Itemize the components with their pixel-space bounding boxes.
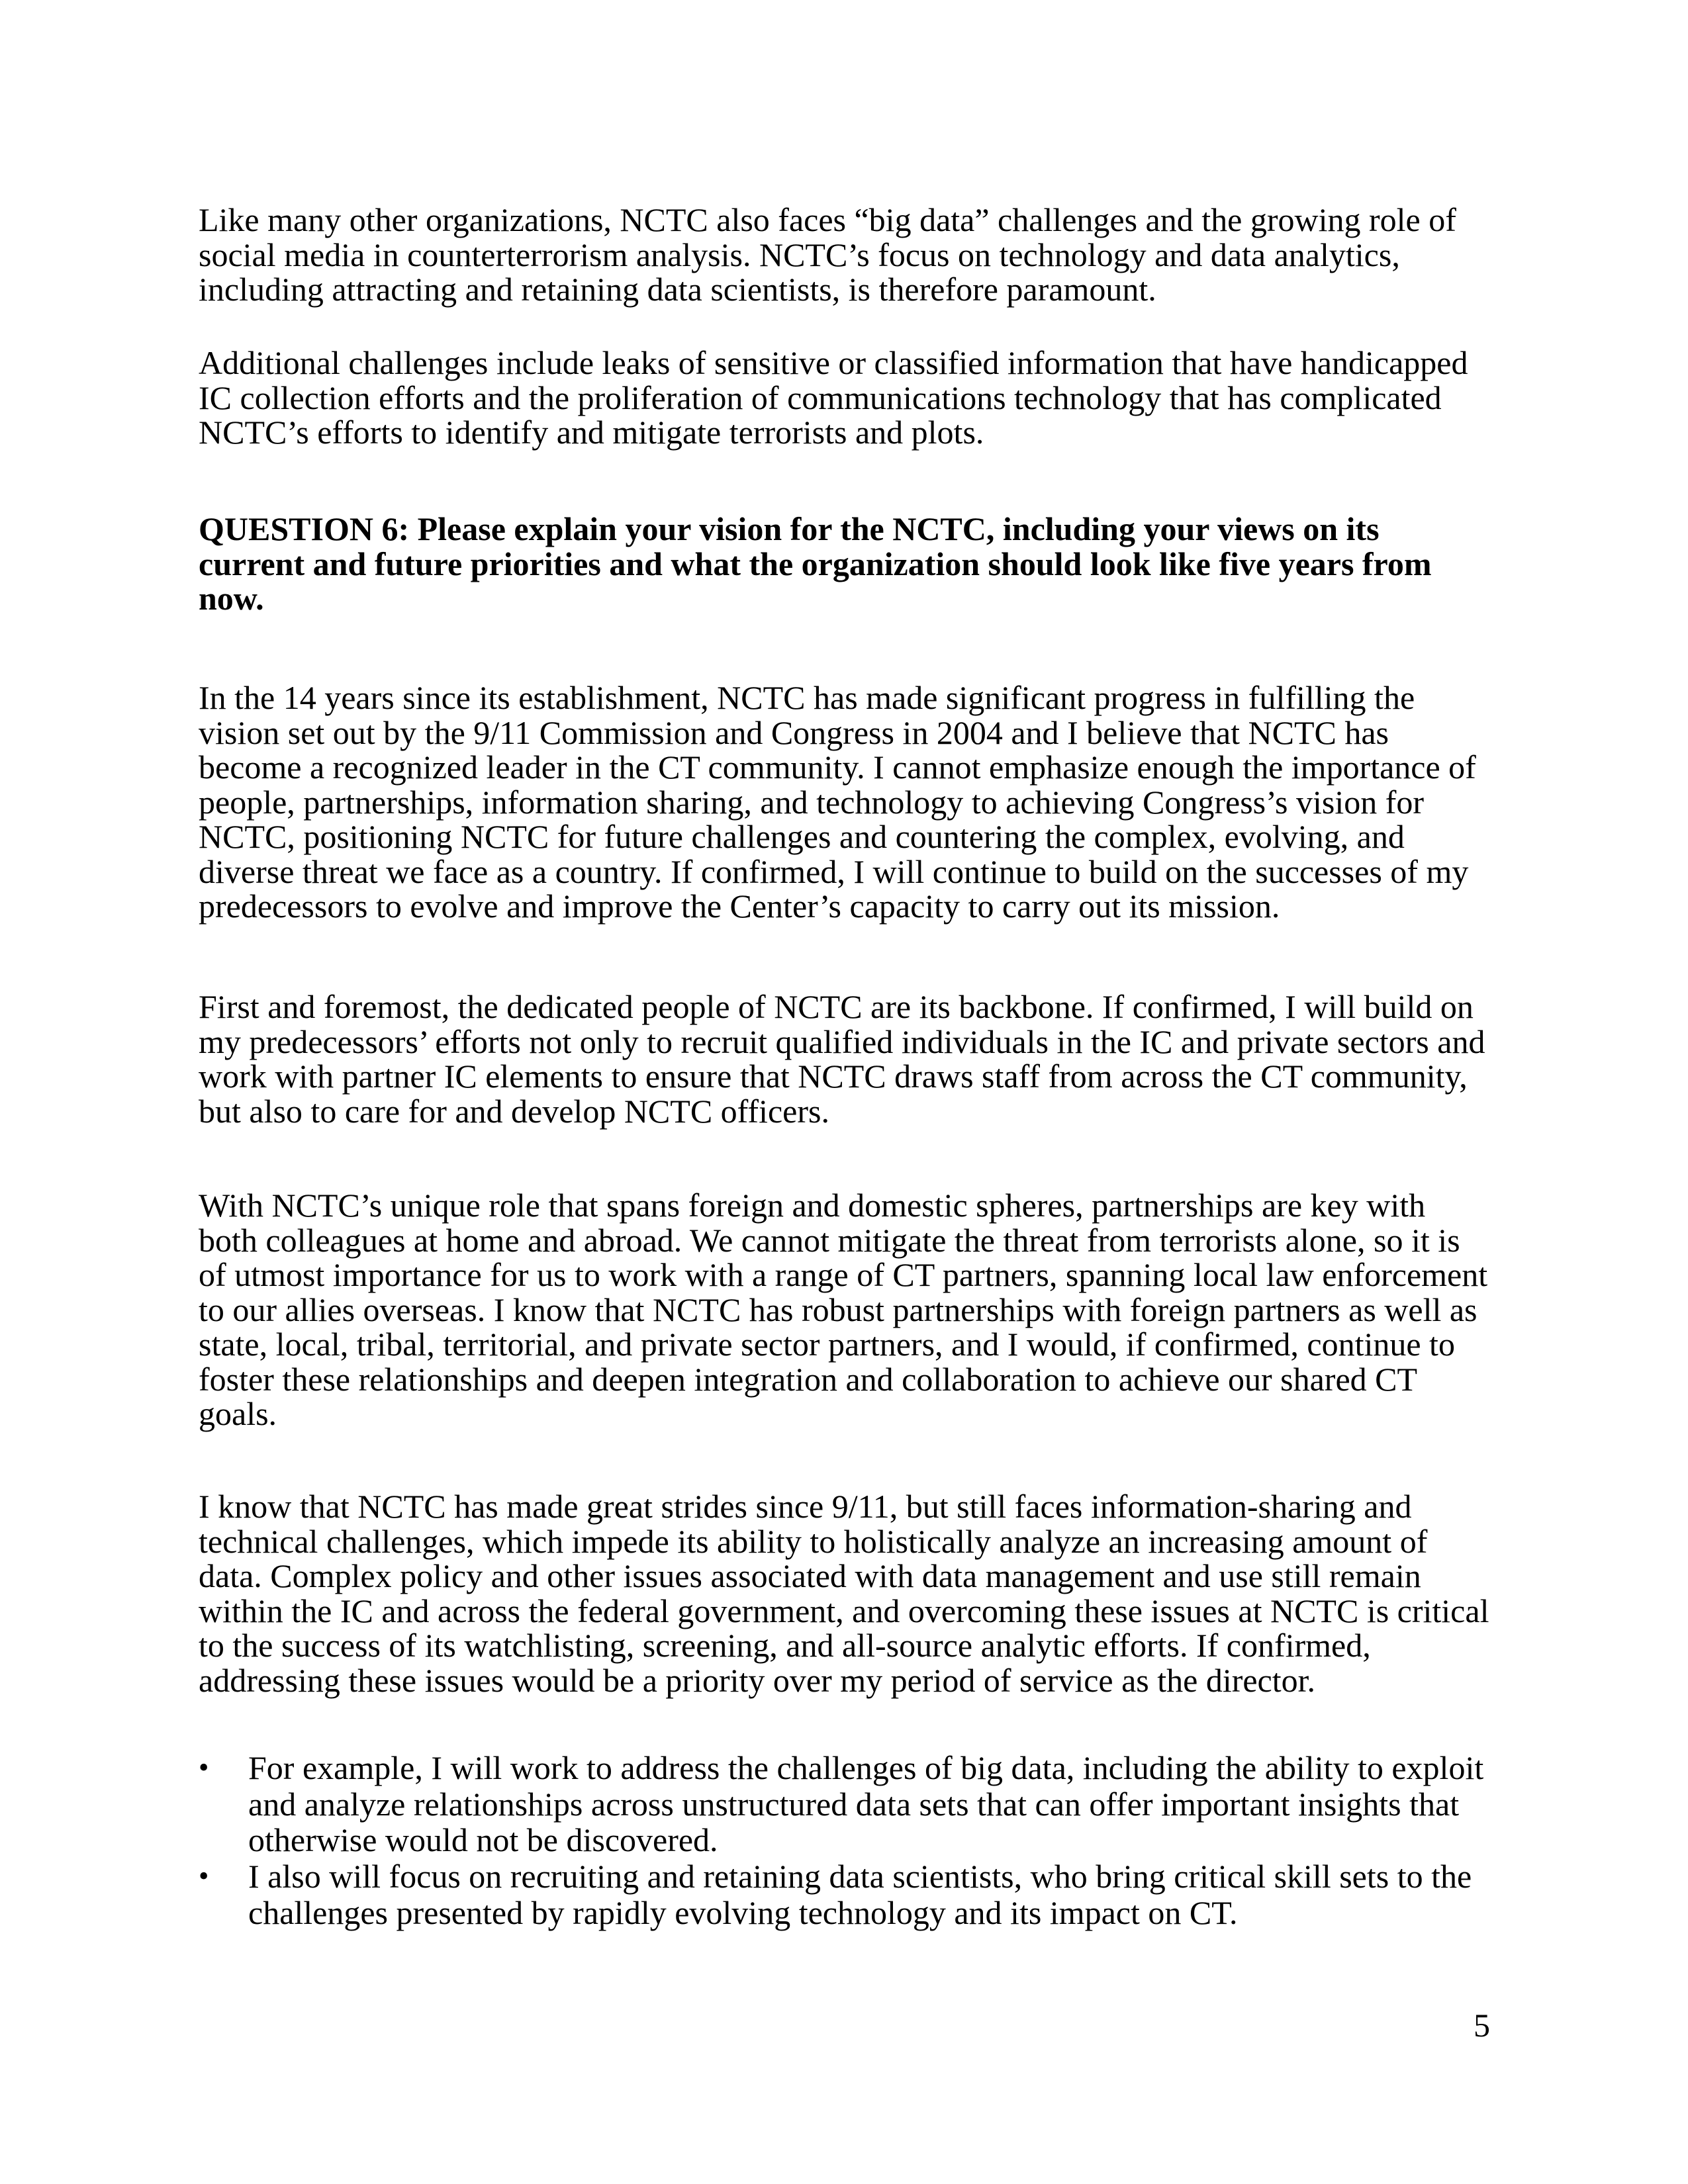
paragraph-partnerships <box>199 1188 1509 1432</box>
text-line: technical challenges, which impede its ability to holistically analyze an increasing amount of <box>199 1522 1428 1560</box>
paragraph-people <box>199 989 1509 1128</box>
text-line: NCTC, positioning NCTC for future challenges and countering the complex, evolving, and <box>199 818 1405 855</box>
text-line: Additional challenges include leaks of sensitive or classified information that have handicapped <box>199 344 1468 381</box>
question-heading <box>199 512 1509 616</box>
text-line: within the IC and across the federal government, and overcoming these issues at NCTC is critical <box>199 1592 1489 1629</box>
text-line: both colleagues at home and abroad. We cannot mitigate the threat from terrorists alone, so it is <box>199 1221 1460 1259</box>
text-line: and analyze relationships across unstructured data sets that can offer important insights that <box>248 1785 1460 1823</box>
text-line: become a recognized leader in the CT community. I cannot emphasize enough the importance of <box>199 749 1476 786</box>
text-line: including attracting and retaining data scientists, is therefore paramount. <box>199 271 1156 308</box>
text-line: to our allies overseas. I know that NCTC has robust partnerships with foreign partners as well as <box>199 1291 1477 1328</box>
text-line: NCTC’s efforts to identify and mitigate terrorists and plots. <box>199 414 984 451</box>
text-line: With NCTC’s unique role that spans foreign and domestic spheres, partnerships are key with <box>199 1187 1426 1224</box>
paragraph-information-sharing <box>199 1489 1509 1698</box>
text-line: my predecessors’ efforts not only to recruit qualified individuals in the IC and private sectors and <box>199 1023 1485 1060</box>
text-line: people, partnerships, information sharing, and technology to achieving Congress’s vision for <box>199 783 1425 821</box>
text-line: goals. <box>199 1395 277 1432</box>
paragraph-additional-challenges <box>199 345 1509 450</box>
text-line: Like many other organizations, NCTC also faces “big data” challenges and the growing role of <box>199 201 1456 238</box>
text-line: of utmost importance for us to work with a range of CT partners, spanning local law enforcement <box>199 1256 1488 1293</box>
text-line: In the 14 years since its establishment, NCTC has made significant progress in fulfilling the <box>199 679 1415 716</box>
text-line: social media in counterterrorism analysis. NCTC’s focus on technology and data analytics, <box>199 236 1400 273</box>
text-line: vision set out by the 9/11 Commission and Congress in 2004 and I believe that NCTC has <box>199 713 1389 751</box>
heading-line: QUESTION 6: Please explain your vision for the NCTC, including your views on its <box>199 510 1380 547</box>
text-line: otherwise would not be discovered. <box>248 1821 718 1858</box>
text-line: For example, I will work to address the challenges of big data, including the ability to exploit <box>248 1749 1484 1786</box>
text-line: predecessors to evolve and improve the Center’s capacity to carry out its mission. <box>199 887 1280 925</box>
text-line: but also to care for and develop NCTC officers. <box>199 1092 829 1130</box>
text-line: to the success of its watchlisting, screening, and all-source analytic efforts. If confirmed, <box>199 1627 1371 1664</box>
heading-line: current and future priorities and what the organization should look like five years from <box>199 545 1432 582</box>
bullet-text <box>248 1858 1472 1931</box>
text-line: state, local, tribal, territorial, and private sector partners, and I would, if confirmed, continue to <box>199 1326 1455 1363</box>
text-line: data. Complex policy and other issues associated with data management and use still remain <box>199 1557 1421 1594</box>
heading-line: now. <box>199 580 264 617</box>
bullet-text <box>248 1750 1483 1858</box>
page-number: 5 <box>1474 2007 1490 2044</box>
paragraph-big-data-challenges <box>199 203 1509 307</box>
text-line: addressing these issues would be a priority over my period of service as the director. <box>199 1661 1316 1699</box>
text-line: IC collection efforts and the proliferation of communications technology that has complicated <box>199 379 1442 416</box>
bullet-icon: • <box>199 1751 209 1784</box>
text-line: work with partner IC elements to ensure that NCTC draws staff from across the CT community, <box>199 1058 1468 1095</box>
text-line: First and foremost, the dedicated people of NCTC are its backbone. If confirmed, I will build on <box>199 988 1474 1025</box>
text-line: I also will focus on recruiting and retaining data scientists, who bring critical skill sets to the <box>248 1858 1472 1895</box>
text-line: diverse threat we face as a country. If confirmed, I will continue to build on the successes of my <box>199 852 1469 890</box>
bullet-icon: • <box>199 1860 209 1892</box>
paragraph-vision-progress <box>199 680 1509 924</box>
text-line: I know that NCTC has made great strides since 9/11, but still faces information-sharing and <box>199 1488 1412 1525</box>
text-line: foster these relationships and deepen integration and collaboration to achieve our shared CT <box>199 1360 1418 1398</box>
text-line: challenges presented by rapidly evolving technology and its impact on CT. <box>248 1893 1238 1931</box>
